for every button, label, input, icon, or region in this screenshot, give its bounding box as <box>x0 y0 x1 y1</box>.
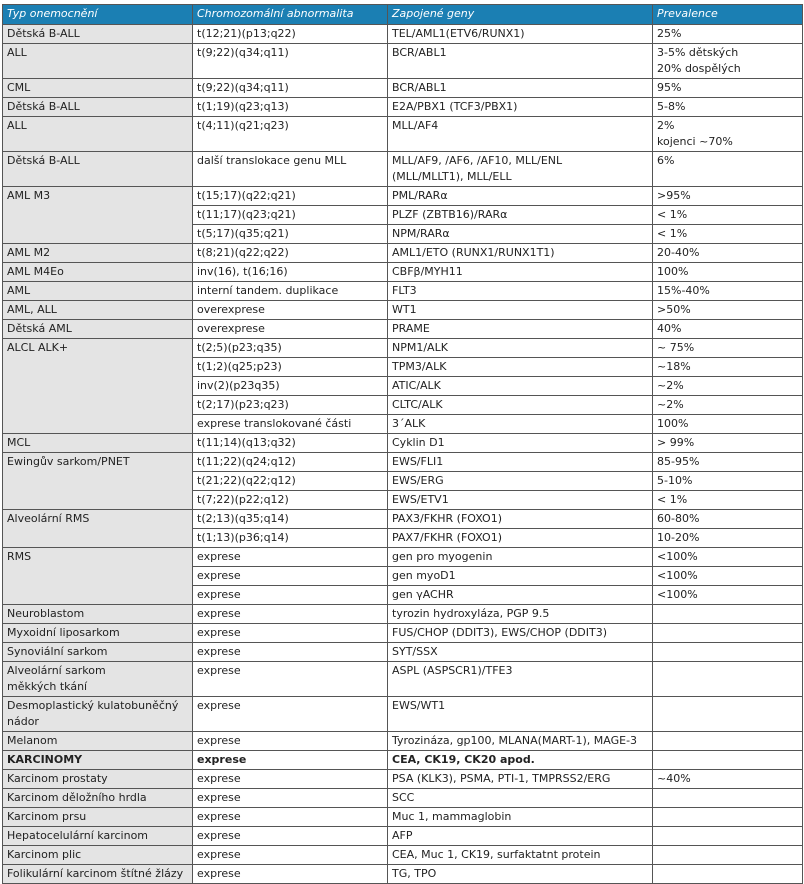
table-row <box>3 282 803 301</box>
cell-disease-type: AML M3 <box>3 187 193 244</box>
table-row <box>3 25 803 44</box>
cell-disease-type: Neuroblastom <box>3 605 193 624</box>
cell-genes: PAX7/FKHR (FOXO1) <box>388 529 653 548</box>
cell-disease-type: Synoviální sarkom <box>3 643 193 662</box>
cell-abnormality: t(9;22)(q34;q11) <box>193 79 388 98</box>
cell-genes: gen pro myogenin <box>388 548 653 567</box>
header-chromosomal-abnormality: Chromozomální abnormalita <box>193 5 388 25</box>
cell-abnormality: t(7;22)(p22;q12) <box>193 491 388 510</box>
cell-prevalence: >50% <box>653 301 803 320</box>
cell-prevalence: <100% <box>653 586 803 605</box>
cell-prevalence: ~18% <box>653 358 803 377</box>
cell-prevalence <box>653 751 803 770</box>
cell-genes: NPM1/ALK <box>388 339 653 358</box>
cell-abnormality: t(1;13)(p36;q14) <box>193 529 388 548</box>
table-row <box>3 548 803 567</box>
cell-disease-type: Alveolární RMS <box>3 510 193 548</box>
cell-abnormality: t(21;22)(q22;q12) <box>193 472 388 491</box>
cell-prevalence: 20-40% <box>653 244 803 263</box>
cell-disease-type: Dětská B-ALL <box>3 98 193 117</box>
table-row <box>3 770 803 789</box>
cell-genes: PML/RARα <box>388 187 653 206</box>
table-row <box>3 320 803 339</box>
cell-prevalence: 10-20% <box>653 529 803 548</box>
cell-genes: NPM/RARα <box>388 225 653 244</box>
cell-genes: TEL/AML1(ETV6/RUNX1) <box>388 25 653 44</box>
cell-abnormality: exprese translokované části <box>193 415 388 434</box>
table-row <box>3 827 803 846</box>
cell-disease-type: Hepatocelulární karcinom <box>3 827 193 846</box>
cell-disease-type: Karcinom děložního hrdla <box>3 789 193 808</box>
cell-prevalence: ~2% <box>653 396 803 415</box>
cell-prevalence: 5-10% <box>653 472 803 491</box>
table-row <box>3 263 803 282</box>
cell-prevalence: 6% <box>653 152 803 187</box>
cell-genes: WT1 <box>388 301 653 320</box>
cell-prevalence <box>653 662 803 697</box>
cell-prevalence: ~2% <box>653 377 803 396</box>
cell-abnormality: t(1;2)(q25;p23) <box>193 358 388 377</box>
cell-genes: SCC <box>388 789 653 808</box>
cell-abnormality: interní tandem. duplikace <box>193 282 388 301</box>
cell-prevalence: 85-95% <box>653 453 803 472</box>
cell-prevalence: 100% <box>653 263 803 282</box>
table-row <box>3 605 803 624</box>
cell-genes: MLL/AF4 <box>388 117 653 152</box>
table-row <box>3 846 803 865</box>
cell-prevalence <box>653 808 803 827</box>
cell-disease-type: AML, ALL <box>3 301 193 320</box>
cell-genes: ASPL (ASPSCR1)/TFE3 <box>388 662 653 697</box>
cell-prevalence: 25% <box>653 25 803 44</box>
table-row <box>3 152 803 187</box>
cell-prevalence: ~ 75% <box>653 339 803 358</box>
cell-prevalence <box>653 865 803 884</box>
cell-prevalence <box>653 789 803 808</box>
table-row <box>3 865 803 884</box>
cell-genes: FLT3 <box>388 282 653 301</box>
cell-disease-type: Myxoidní liposarkom <box>3 624 193 643</box>
table-row <box>3 117 803 152</box>
header-genes: Zapojené geny <box>388 5 653 25</box>
cell-prevalence <box>653 605 803 624</box>
cell-disease-type: AML M2 <box>3 244 193 263</box>
cell-genes: EWS/ETV1 <box>388 491 653 510</box>
cell-disease-type: Dětská AML <box>3 320 193 339</box>
cell-disease-type: AML M4Eo <box>3 263 193 282</box>
cell-prevalence: 95% <box>653 79 803 98</box>
cell-disease-type: Dětská B-ALL <box>3 152 193 187</box>
cell-genes: CEA, Muc 1, CK19, surfaktatnt protein <box>388 846 653 865</box>
table-row <box>3 339 803 358</box>
cell-abnormality: t(8;21)(q22;q22) <box>193 244 388 263</box>
cell-genes: ATIC/ALK <box>388 377 653 396</box>
table-row <box>3 643 803 662</box>
cell-genes: TPM3/ALK <box>388 358 653 377</box>
cell-prevalence: >95% <box>653 187 803 206</box>
cell-abnormality: exprese <box>193 789 388 808</box>
cell-genes: MLL/AF9, /AF6, /AF10, MLL/ENL (MLL/MLLT1), MLL/ELL <box>388 152 653 187</box>
cell-genes: tyrozin hydroxyláza, PGP 9.5 <box>388 605 653 624</box>
cell-genes: Tyrozináza, gp100, MLANA(MART-1), MAGE-3 <box>388 732 653 751</box>
cell-prevalence: > 99% <box>653 434 803 453</box>
table-row <box>3 510 803 529</box>
cell-genes: PAX3/FKHR (FOXO1) <box>388 510 653 529</box>
cell-abnormality: t(2;5)(p23;q35) <box>193 339 388 358</box>
cell-disease-type: ALL <box>3 117 193 152</box>
table-row <box>3 662 803 697</box>
header-prevalence: Prevalence <box>653 5 803 25</box>
cell-genes: FUS/CHOP (DDIT3), EWS/CHOP (DDIT3) <box>388 624 653 643</box>
cell-genes: AFP <box>388 827 653 846</box>
cell-abnormality: exprese <box>193 846 388 865</box>
cell-abnormality: overexprese <box>193 301 388 320</box>
cell-disease-type: CML <box>3 79 193 98</box>
cell-genes: Muc 1, mammaglobin <box>388 808 653 827</box>
cell-abnormality: t(4;11)(q21;q23) <box>193 117 388 152</box>
cell-genes: 3´ALK <box>388 415 653 434</box>
cell-genes: EWS/FLI1 <box>388 453 653 472</box>
cell-genes: BCR/ABL1 <box>388 79 653 98</box>
table-row <box>3 44 803 79</box>
cell-abnormality: t(11;17)(q23;q21) <box>193 206 388 225</box>
cell-prevalence <box>653 732 803 751</box>
cell-prevalence: ~40% <box>653 770 803 789</box>
cell-genes: BCR/ABL1 <box>388 44 653 79</box>
cell-abnormality: exprese <box>193 624 388 643</box>
cell-genes: Cyklin D1 <box>388 434 653 453</box>
cell-disease-type: ALL <box>3 44 193 79</box>
cell-disease-type: Karcinom prsu <box>3 808 193 827</box>
cell-abnormality: t(11;14)(q13;q32) <box>193 434 388 453</box>
table-row <box>3 79 803 98</box>
cell-disease-type: KARCINOMY <box>3 751 193 770</box>
cell-genes: PSA (KLK3), PSMA, PTI-1, TMPRSS2/ERG <box>388 770 653 789</box>
oncology-markers-table <box>2 4 803 884</box>
cell-genes: PLZF (ZBTB16)/RARα <box>388 206 653 225</box>
cell-disease-type: ALCL ALK+ <box>3 339 193 434</box>
cell-prevalence <box>653 846 803 865</box>
cell-genes: TG, TPO <box>388 865 653 884</box>
cell-abnormality: t(1;19)(q23;q13) <box>193 98 388 117</box>
cell-prevalence <box>653 643 803 662</box>
cell-genes: CBFβ/MYH11 <box>388 263 653 282</box>
cell-disease-type: Karcinom prostaty <box>3 770 193 789</box>
cell-prevalence: <100% <box>653 548 803 567</box>
table-row <box>3 808 803 827</box>
table-row <box>3 434 803 453</box>
cell-abnormality: exprese <box>193 605 388 624</box>
cell-abnormality: t(11;22)(q24;q12) <box>193 453 388 472</box>
table-row <box>3 732 803 751</box>
cell-abnormality: exprese <box>193 548 388 567</box>
cell-genes: EWS/WT1 <box>388 697 653 732</box>
cell-prevalence: 2% kojenci ~70% <box>653 117 803 152</box>
header-row <box>3 5 803 25</box>
cell-prevalence: 60-80% <box>653 510 803 529</box>
cell-prevalence: < 1% <box>653 225 803 244</box>
cell-disease-type: Karcinom plic <box>3 846 193 865</box>
cell-abnormality: další translokace genu MLL <box>193 152 388 187</box>
cell-disease-type: Alveolární sarkom měkkých tkání <box>3 662 193 697</box>
cell-genes: CLTC/ALK <box>388 396 653 415</box>
cell-abnormality: exprese <box>193 751 388 770</box>
header-disease-type: Typ onemocnění <box>3 5 193 25</box>
cell-prevalence: < 1% <box>653 491 803 510</box>
cell-prevalence <box>653 697 803 732</box>
cell-genes: PRAME <box>388 320 653 339</box>
table-row <box>3 624 803 643</box>
cell-disease-type: Ewingův sarkom/PNET <box>3 453 193 510</box>
cell-abnormality: exprese <box>193 567 388 586</box>
cell-abnormality: exprese <box>193 808 388 827</box>
table-row <box>3 244 803 263</box>
cell-abnormality: exprese <box>193 586 388 605</box>
cell-disease-type: Dětská B-ALL <box>3 25 193 44</box>
cell-abnormality: exprese <box>193 732 388 751</box>
cell-abnormality: exprese <box>193 643 388 662</box>
cell-prevalence: < 1% <box>653 206 803 225</box>
cell-abnormality: inv(16), t(16;16) <box>193 263 388 282</box>
cell-abnormality: exprese <box>193 697 388 732</box>
cell-abnormality: t(15;17)(q22;q21) <box>193 187 388 206</box>
cell-genes: CEA, CK19, CK20 apod. <box>388 751 653 770</box>
cell-abnormality: exprese <box>193 827 388 846</box>
cell-genes: gen myoD1 <box>388 567 653 586</box>
table-row <box>3 453 803 472</box>
cell-disease-type: AML <box>3 282 193 301</box>
cell-abnormality: exprese <box>193 662 388 697</box>
table-row <box>3 187 803 206</box>
cell-disease-type: RMS <box>3 548 193 605</box>
cell-prevalence: 5-8% <box>653 98 803 117</box>
cell-genes: E2A/PBX1 (TCF3/PBX1) <box>388 98 653 117</box>
cell-genes: gen γACHR <box>388 586 653 605</box>
cell-prevalence: 3-5% dětských 20% dospělých <box>653 44 803 79</box>
cell-disease-type: Folikulární karcinom štítné žlázy <box>3 865 193 884</box>
table-body <box>3 25 803 884</box>
cell-abnormality: t(2;17)(p23;q23) <box>193 396 388 415</box>
cell-genes: EWS/ERG <box>388 472 653 491</box>
cell-genes: SYT/SSX <box>388 643 653 662</box>
table-row <box>3 789 803 808</box>
cell-disease-type: Desmoplastický kulatobuněčný nádor <box>3 697 193 732</box>
cell-abnormality: inv(2)(p23q35) <box>193 377 388 396</box>
cell-abnormality: exprese <box>193 865 388 884</box>
cell-abnormality: t(5;17)(q35;q21) <box>193 225 388 244</box>
cell-prevalence <box>653 827 803 846</box>
table-row <box>3 98 803 117</box>
cell-prevalence: <100% <box>653 567 803 586</box>
cell-prevalence: 100% <box>653 415 803 434</box>
cell-prevalence: 15%-40% <box>653 282 803 301</box>
cell-abnormality: exprese <box>193 770 388 789</box>
table-row <box>3 697 803 732</box>
table-row <box>3 751 803 770</box>
table-row <box>3 301 803 320</box>
cell-prevalence <box>653 624 803 643</box>
cell-abnormality: overexprese <box>193 320 388 339</box>
cell-prevalence: 40% <box>653 320 803 339</box>
cell-abnormality: t(9;22)(q34;q11) <box>193 44 388 79</box>
cell-genes: AML1/ETO (RUNX1/RUNX1T1) <box>388 244 653 263</box>
cell-abnormality: t(2;13)(q35;q14) <box>193 510 388 529</box>
cell-disease-type: Melanom <box>3 732 193 751</box>
cell-disease-type: MCL <box>3 434 193 453</box>
cell-abnormality: t(12;21)(p13;q22) <box>193 25 388 44</box>
